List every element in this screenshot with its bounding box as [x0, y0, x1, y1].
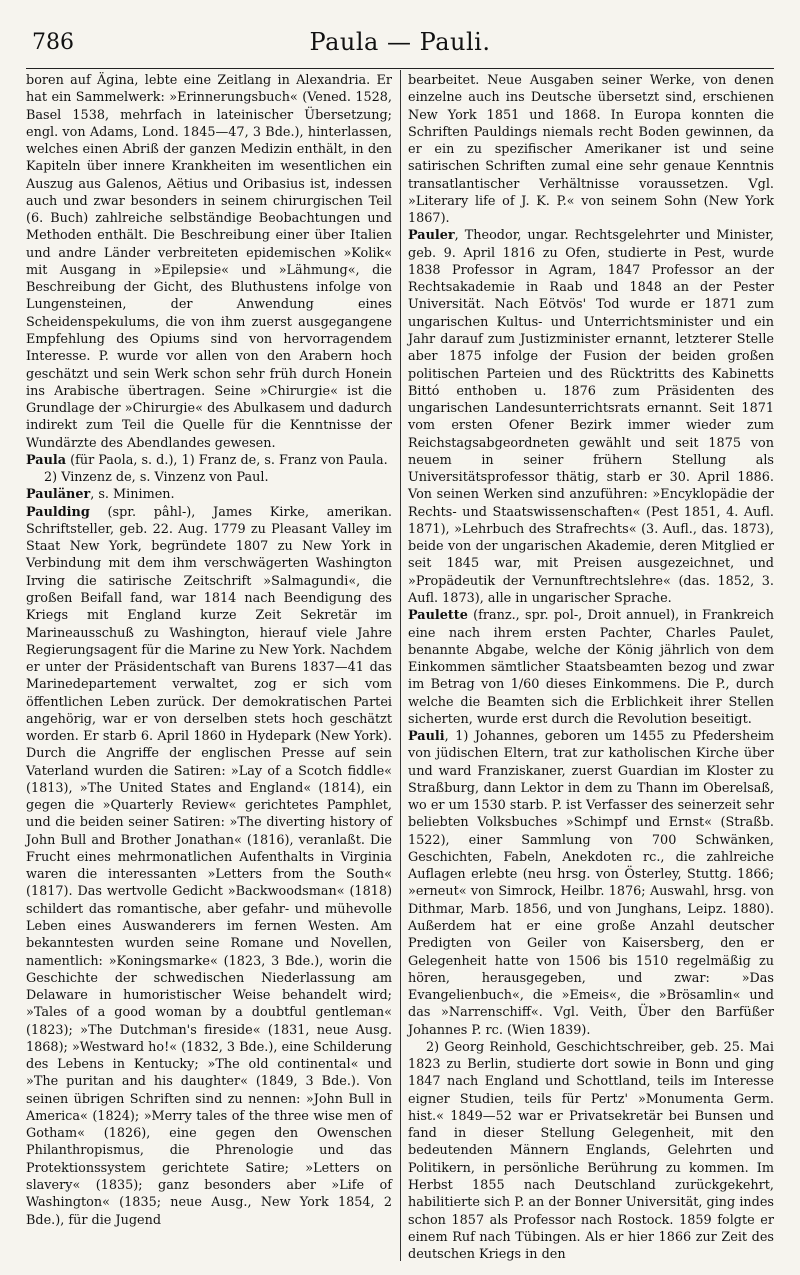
- entry-text: 2) Vinzenz de, s. Vinzenz von Paul.: [44, 470, 269, 486]
- entry-text: , 1) Johannes, geboren um 1455 zu Pfedersheim von jüdischen Eltern, trat zur katholischen Kirche über und ward Franziskaner, zuerst Guardian im Kloster zu Straßburg, dann Lektor in dem zu Thann im Oberelsaß, wo er um 1530 starb. P. ist Verfasser des seinerzeit sehr beliebten Volksbuches »Schimpf und Ernst« (Straßb. 1522), einer Sammlung von 700 Schwänken, Geschichten, Fabeln, Anekdoten rc., die zahlreiche Auflagen erlebte (neu hrsg. von Österley, Stuttg. 1866; »erneut« von Simrock, Heilbr. 1876; Auswahl, hrsg. von Dithmar, Marb. 1856, und von Junghans, Leipz. 1880). Außerdem hat er eine große Anzahl deutscher Predigten von Geiler von Kaisersberg, den er Gelegenheit hatte von 1506 bis 1510 regelmäßig zu hören, herausgegeben, und zwar: »Das Evangelienbuch«, die »Emeis«, die »Brösamlin« und das »Narrenschiff«. Vgl. Veith, Über den Barfüßer Johannes P. rc. (Wien 1839).: [408, 729, 774, 1038]
- entry-text: (für Paola, s. d.), 1) Franz de, s. Franz von Paula.: [66, 452, 388, 468]
- article-paragraph: [26, 72, 392, 452]
- page-number: 786: [32, 30, 74, 55]
- entry-text: 2) Georg Reinhold, Geschichtschreiber, geb. 25. Mai 1823 zu Berlin, studierte dort sowie in Bonn und ging 1847 nach England und Schottland, teils im Interesse eigner Studien, teils für Pertz' »Monumenta Germ. hist.« 1849—52 war er Privatsekretär bei Bunsen und fand in dieser Stellung Gelegenheit, mit den bedeutenden Männern Englands, Gelehrten und Politikern, in persönliche Berührung zu kommen. Im Herbst 1855 nach Deutschland zurückgekehrt, habilitierte sich P. an der Bonner Universität, ging indes schon 1857 als Professor nach Rostock. 1859 folgte er einem Ruf nach Tübingen. Als er hier 1866 zur Zeit des deutschen Kriegs in den: [408, 1039, 774, 1263]
- header-rule: [26, 68, 774, 69]
- dictionary-entry: [26, 504, 392, 1229]
- page-header: [26, 26, 774, 66]
- sub-entry: [26, 469, 392, 486]
- entry-text: (spr. pâhl-), James Kirke, amerikan. Schriftsteller, geb. 22. Aug. 1779 zu Pleasant Valley im Staat New York, begründete 1807 zu New York in Verbindung mit dem ihm verschwägerten Washington Irving die satirische Zeitschrift »Salmagundi«, die großen Beifall fand, war 1814 nach Beendigung des Kriegs mit England kurze Zeit Sekretär im Marineausschuß zu Washington, hierauf viele Jahre Regierungsagent für die Marine zu New York. Nachdem er unter der Präsidentschaft van Burens 1837—41 das Marinedepartement verwaltet, zog er sich vom öffentlichen Leben zurück. Der demokratischen Partei angehörig, war er von derselben stets hoch geschätzt worden. Er starb 6. April 1860 in Hydepark (New York). Durch die Angriffe der englischen Presse auf sein Vaterland wurden die Satiren: »Lay of a Scotch fiddle« (1813), »The United States and England« (1814), ein gegen die »Quarterly Review« gerichtetes Pamphlet, und die beiden seiner Satiren: »The diverting history of John Bull and Brother Jonathan« (1816), veranlaßt. Die Frucht eines mehrmonatlichen Aufenthalts in Virginia waren die interessanten »Letters from the South« (1817). Das wertvolle Gedicht »Backwoodsman« (1818) schildert das romantische, aber gefahr- und mühevolle Leben eines Auswanderers im fernen Westen. Am bekanntesten wurden seine Romane und Novellen, namentlich: »Koningsmarke« (1823, 3 Bde.), worin die Geschichte der schwedischen Niederlassung am Delaware in humoristischer Weise behandelt wird; »Tales of a good woman by a doubtful gentleman« (1823); »The Dutchman's fireside« (1831, neue Ausg. 1868); »Westward ho!« (1832, 3 Bde.), eine Schilderung des Lebens in Kentucky; »The old continental« und »The puritan and his daughter« (1849, 3 Bde.). Von seinen übrigen Schriften sind zu nennen: »John Bull in America« (1824); »Merry tales of the three wise men of Gotham« (1826), eine gegen den Owenschen Philanthropismus, die Phrenologie und das Protektionssystem gerichtete Satire; »Letters on slavery« (1835); ganz besonders aber »Life of Washington« (1835; neue Ausg., New York 1854, 2 Bde.), für die Jugend: [26, 504, 392, 1228]
- entry-headword: Paulette: [408, 608, 468, 624]
- entry-text: (franz., spr. pol-, Droit annuel), in Frankreich eine nach ihrem ersten Pachter, Charles Paulet, benannte Abgabe, welche der König jährlich von dem Einkommen sämtlicher Staatsbeamten bezog und zwar im Betrag von 1/60 dieses Einkommens. Die P., durch welche die Beamten sich die Erblichkeit ihrer Stellen sicherten, wurde erst durch die Revolution beseitigt.: [408, 608, 774, 727]
- sub-entry: [408, 1039, 774, 1263]
- entry-headword: Pauli: [408, 729, 445, 745]
- entry-headword: Pauläner: [26, 487, 91, 503]
- paragraph-text: bearbeitet. Neue Ausgaben seiner Werke, von denen einzelne auch ins Deutsche übersetzt sind, erschienen New York 1851 und 1868. In Europa konnten die Schriften Pauldings niemals recht Boden gewinnen, da er ein zu spezifischer Amerikaner ist und seine satirischen Schriften zumal eine sehr genaue Kenntnis transatlantischer Verhältnisse voraussetzen. Vgl. »Literary life of J. K. P.« von seinem Sohn (New York 1867).: [408, 73, 774, 227]
- entry-text: , s. Minimen.: [90, 487, 175, 503]
- dictionary-entry: [408, 728, 774, 1039]
- article-paragraph: [408, 72, 774, 227]
- dictionary-entry: [26, 486, 392, 503]
- paragraph-text: boren auf Ägina, lebte eine Zeitlang in Alexandria. Er hat ein Sammelwerk: »Erinnerungsbuch« (Vened. 1528, Basel 1538, mehrfach in lateinischer Übersetzung; engl. von Adams, Lond. 1845—47, 3 Bde.), hinterlassen, welches einen Abriß der ganzen Medizin enthält, in den Kapiteln über innere Krankheiten im wesentlichen ein Auszug aus Galenos, Aëtius und Oribasius ist, indessen auch und zwar besonders in seinem chirurgischen Teil (6. Buch) zahlreiche selbständige Beobachtungen und Methoden enthält. Die Beschreibung einer über Italien und andre Länder verbreiteten epidemischen »Kolik« mit Ausgang in »Epilepsie« und »Lähmung«, die Beschreibung der Gicht, des Bluthustens infolge von Lungensteinen, der Anwendung eines Scheidenspekulums, die von ihm zuerst ausgegangene Empfehlung des Opiums sind von hervorragendem Interesse. P. wurde vor allen von den Arabern hoch geschätzt und sein Werk schon sehr früh durch Honein ins Arabische übertragen. Seine »Chirurgie« ist die Grundlage der »Chirurgie« des Abulkasem und dadurch indirekt zum Teil die Quelle für die Kenntnisse der Wundärzte des Abendlandes gewesen.: [26, 73, 392, 451]
- entry-headword: Paula: [26, 452, 67, 468]
- column-divider: [400, 70, 401, 1261]
- page-title: Paula — Pauli.: [309, 28, 491, 56]
- entry-headword: Paulding: [26, 504, 90, 520]
- dictionary-entry: [26, 452, 392, 469]
- entry-text: , Theodor, ungar. Rechtsgelehrter und Minister, geb. 9. April 1816 zu Ofen, studierte in Pest, wurde 1838 Professor in Agram, 1847 Professor an der Rechtsakademie in Raab und 1848 an der Pester Universität. Nach Eötvös' Tod wurde er 1871 zum ungarischen Kultus- und Unterrichtsminister und ein Jahr darauf zum Justizminister ernannt, letzterer Stelle aber 1875 infolge der Fusion der beiden großen politischen Parteien und des Rücktritts des Kabinetts Bittó enthoben u. 1876 zum Präsidenten des ungarischen Landesunterrichtsrats ernannt. Seit 1871 vom ersten Ofener Bezirk immer wieder zum Reichstagsabgeordneten gewählt und seit 1875 von neuem in seiner frühern Stellung als Universitätsprofessor thätig, starb er 30. April 1886. Von seinen Werken sind anzuführen: »Encyklopädie der Rechts- und Staatswissenschaften« (Pest 1851, 4. Aufl. 1871), »Lehrbuch des Strafrechts« (3. Aufl., das. 1873), beide von der ungarischen Akademie, deren Mitglied er seit 1845 war, mit Preisen ausgezeichnet, und »Propädeutik der Vernunftrechtslehre« (das. 1852, 3. Aufl. 1873), alle in ungarischer Sprache.: [408, 228, 774, 606]
- dictionary-entry: [408, 607, 774, 728]
- right-column: [408, 72, 774, 1263]
- dictionary-entry: [408, 227, 774, 607]
- entry-headword: Pauler: [408, 228, 455, 244]
- left-column: [26, 72, 392, 1229]
